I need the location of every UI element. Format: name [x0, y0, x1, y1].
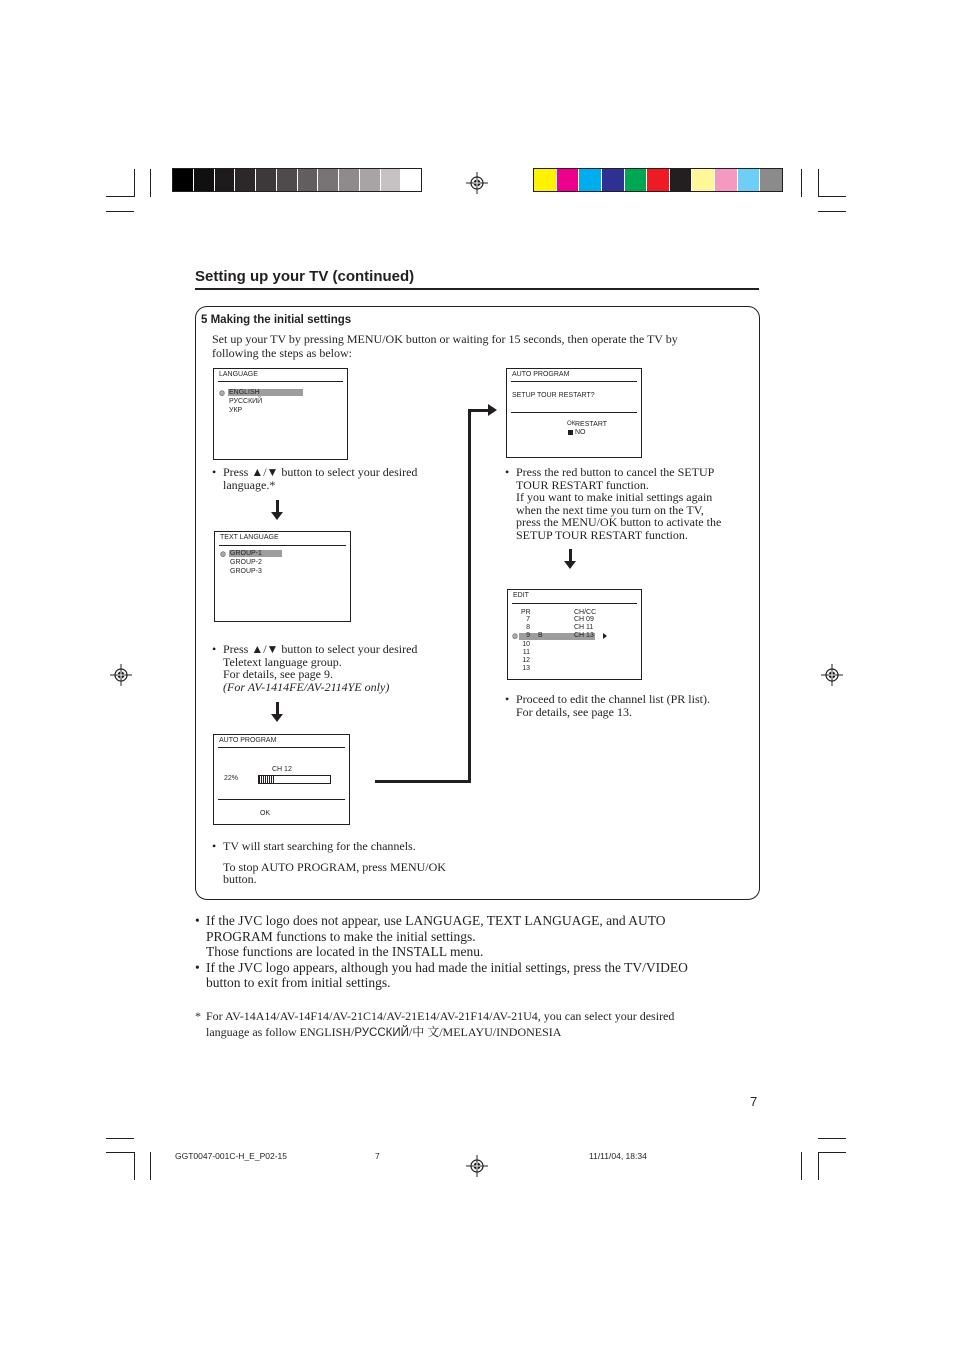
note-line: If you want to make initial settings again [516, 490, 713, 504]
channel-ch: CH 09 [574, 616, 594, 623]
registration-mark-icon [466, 172, 488, 194]
registration-mark-icon [466, 1155, 488, 1177]
channel-ch: CH 13 [574, 632, 594, 640]
ok-icon: OK [567, 421, 576, 427]
footnote [195, 1008, 674, 1041]
footnote-russian: РУССКИЙ [354, 1027, 409, 1039]
menu-title: EDIT [513, 592, 529, 599]
note-line: when the next time you turn on the TV, [516, 502, 704, 517]
note-line: Press ▲/▼ button to select your desired [223, 465, 418, 479]
bullet-line: PROGRAM functions to make the initial settings. [206, 928, 476, 944]
auto-program-note [212, 840, 446, 886]
column-header-chcc: CH/CC [574, 609, 597, 616]
menu-title: AUTO PROGRAM [512, 371, 570, 378]
channel-pr: 12 [522, 657, 530, 664]
menu-item-group-3[interactable]: GROUP-3 [230, 568, 262, 575]
menu-item-ukrainian[interactable]: УКР [229, 407, 243, 414]
gray-swatch [255, 169, 276, 191]
menu-item-russian[interactable]: РУССКИЙ [229, 398, 263, 405]
print-footer-page: 7 [375, 1151, 380, 1161]
channel-pr: 13 [522, 665, 530, 673]
color-swatch [646, 169, 669, 191]
bullet-icon: • [212, 839, 217, 853]
arrow-right-icon [488, 404, 497, 416]
note-line: Proceed to edit the channel list (PR list). [516, 692, 710, 706]
auto-program-menu-screen [213, 734, 350, 825]
gray-swatch [234, 169, 255, 191]
arrow-down-icon [569, 549, 572, 563]
selector-icon: ◍ [219, 390, 226, 397]
menu-title: AUTO PROGRAM [219, 737, 277, 744]
note-line: (For AV-1414FE/AV-2114YE only) [223, 679, 390, 694]
section-title: Setting up your TV (continued) [195, 268, 415, 285]
note-line: SETUP TOUR RESTART function. [516, 527, 688, 542]
gray-swatch [173, 169, 193, 191]
note-line: press the MENU/OK button to activate the [516, 515, 722, 529]
step-intro-line: following the steps as below: [212, 346, 352, 360]
note-line: Press the red button to cancel the SETUP [516, 465, 715, 479]
setup-tour-note [505, 466, 721, 541]
bullet-line: If the JVC logo does not appear, use LANGUAGE, TEXT LANGUAGE, and AUTO [206, 913, 666, 928]
color-swatch [669, 169, 692, 191]
color-bar [533, 168, 783, 192]
print-footer-file: GGT0047-001C-H_E_P02-15 [175, 1151, 287, 1161]
language-note [212, 466, 417, 491]
print-footer-date: 11/11/04, 18:34 [589, 1151, 647, 1161]
channel-row[interactable] [508, 666, 641, 674]
setup-tour-question: SETUP TOUR RESTART? [512, 392, 595, 399]
language-menu-screen [213, 368, 348, 460]
channel-ch: CH 11 [574, 624, 594, 632]
arrow-down-icon [276, 500, 279, 514]
step-intro [212, 332, 678, 360]
color-swatch [578, 169, 601, 191]
selector-icon: ◍ [512, 633, 519, 641]
note-line: language.* [223, 477, 276, 492]
column-header-pr: PR [521, 609, 531, 616]
red-button-icon [568, 430, 573, 435]
gray-swatch [276, 169, 297, 191]
channel-pr: 7 [526, 616, 530, 623]
text-language-note [212, 643, 417, 693]
color-swatch [624, 169, 647, 191]
gray-swatch [400, 169, 421, 191]
step-intro-line: Set up your TV by pressing MENU/OK button or waiting for 15 seconds, then operate the TV by [212, 332, 678, 346]
footnote-text: /中 文/MELAYU/INDONESIA [408, 1025, 562, 1039]
color-swatch [556, 169, 579, 191]
footnote-text: language as follow ENGLISH/ [206, 1025, 355, 1039]
info-bullets [195, 913, 688, 991]
color-swatch [714, 169, 737, 191]
selector-icon: ◍ [220, 551, 227, 558]
note-line: TOUR RESTART function. [516, 477, 649, 492]
menu-item-group-1[interactable]: GROUP-1 [229, 550, 282, 557]
color-swatch [691, 169, 714, 191]
restart-option[interactable]: RESTART [575, 421, 608, 428]
setup-tour-menu-screen [506, 368, 642, 458]
triangle-right-icon [603, 633, 607, 639]
channel-readout: CH 12 [272, 766, 292, 773]
channel-pr: 10 [522, 640, 530, 648]
menu-title: LANGUAGE [219, 371, 258, 378]
footnote-line [206, 1024, 674, 1041]
menu-item-group-2[interactable]: GROUP-2 [230, 559, 262, 566]
bullet-icon: • [212, 465, 217, 479]
bullet-icon: • [195, 959, 200, 975]
menu-title: TEXT LANGUAGE [220, 534, 279, 541]
color-swatch [601, 169, 624, 191]
channel-pr: 9 [526, 632, 530, 640]
footnote-line: For AV-14A14/AV-14F14/AV-21C14/AV-21E14/AV-21F14/AV-21U4, you can select your desired [206, 1009, 675, 1023]
bullet-icon: • [505, 692, 510, 706]
gray-swatch [317, 169, 338, 191]
bullet-line: If the JVC logo appears, although you had made the initial settings, press the TV/VIDEO [206, 959, 688, 975]
page-number: 7 [750, 1094, 758, 1109]
no-option[interactable]: NO [575, 429, 586, 436]
ok-button[interactable]: OK [260, 810, 271, 817]
note-line: For details, see page 9. [223, 667, 333, 681]
grayscale-bar [172, 168, 422, 192]
registration-mark-icon [821, 664, 843, 686]
note-line: button. [223, 872, 257, 886]
color-swatch [759, 169, 782, 191]
color-swatch [737, 169, 760, 191]
registration-mark-icon [110, 664, 132, 686]
text-language-menu-screen [214, 531, 351, 622]
menu-item-english[interactable]: ENGLISH [228, 389, 303, 396]
bullet-line: Those functions are located in the INSTALL menu. [206, 944, 484, 959]
bullet-line: button to exit from initial settings. [206, 975, 391, 990]
gray-swatch [193, 169, 214, 191]
note-line: TV will start searching for the channels. [223, 839, 416, 853]
edit-menu-screen [507, 589, 642, 680]
gray-swatch [297, 169, 318, 191]
section-title-rule [195, 288, 759, 290]
note-line: Press ▲/▼ button to select your desired [223, 642, 418, 656]
step-heading: 5 Making the initial settings [201, 314, 352, 326]
bullet-icon: • [195, 913, 200, 928]
row-extra: B [538, 632, 543, 640]
gray-swatch [214, 169, 235, 191]
channel-pr: 8 [526, 624, 530, 632]
note-line: For details, see page 13. [516, 704, 632, 719]
gray-swatch [380, 169, 401, 191]
progress-bar [258, 775, 331, 784]
gray-swatch [338, 169, 359, 191]
bullet-icon: • [505, 465, 510, 479]
note-line: Teletext language group. [223, 654, 342, 669]
progress-fill [259, 776, 275, 783]
progress-percent: 22% [224, 775, 239, 782]
gray-swatch [359, 169, 380, 191]
color-swatch [534, 169, 556, 191]
arrow-down-icon [276, 702, 279, 716]
channel-pr: 11 [522, 648, 530, 656]
note-line: To stop AUTO PROGRAM, press MENU/OK [223, 859, 446, 874]
edit-note [505, 693, 710, 718]
bullet-icon: • [212, 642, 217, 656]
footnote-asterisk: * [195, 1009, 201, 1023]
